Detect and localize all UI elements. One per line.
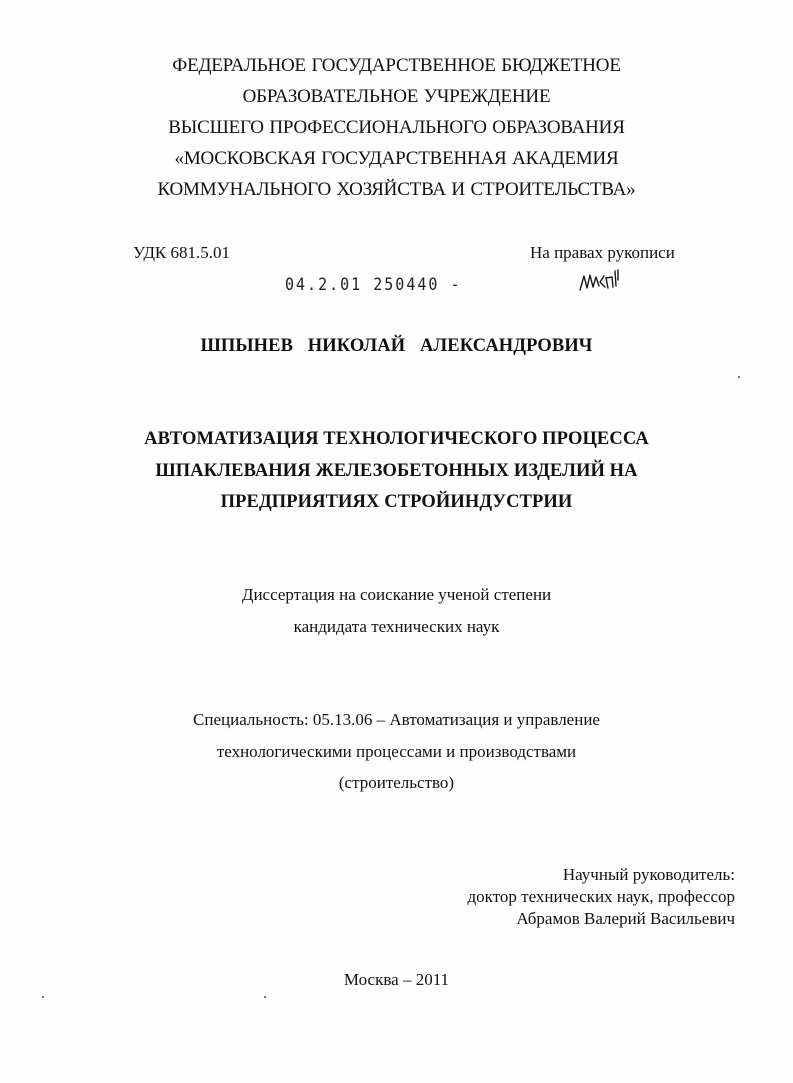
title-line-2: ШПАКЛЕВАНИЯ ЖЕЛЕЗОБЕТОННЫХ ИЗДЕЛИЙ НА [155,461,638,481]
institution-line-4: «МОСКОВСКАЯ ГОСУДАРСТВЕННАЯ АКАДЕМИЯ [174,148,619,169]
supervisor-name: Абрамов Валерий Васильевич [516,909,735,928]
specialty-line-2: технологическими процессами и производствами [216,742,577,761]
specialty-line-1: Специальность: 05.13.06 – Автоматизация и управление [193,710,600,729]
signature-icon [578,268,622,294]
scan-artifact [42,996,44,998]
institution-line-3: ВЫСШЕГО ПРОФЕССИОНАЛЬНОГО ОБРАЗОВАНИЯ [168,117,625,138]
degree-line-1: Диссертация на соискание ученой степени [241,585,552,604]
supervisor-credentials: доктор технических наук, профессор [467,887,735,906]
scan-artifact [264,996,266,998]
degree-line-2: кандидата технических наук [293,617,500,636]
author-name: ШПЫНЕВ НИКОЛАЙ АЛЕКСАНДРОВИЧ [200,336,593,356]
registration-stamp: 04.2.01 250440 - [285,274,462,295]
title-line-1: АВТОМАТИЗАЦИЯ ТЕХНОЛОГИЧЕСКОГО ПРОЦЕССА [144,429,649,449]
title-line-3: ПРЕДПРИЯТИЯХ СТРОЙИНДУСТРИИ [220,492,573,512]
supervisor-label: Научный руководитель: [562,865,735,884]
supervisor-block [468,864,735,930]
city-year: Москва – 2011 [343,970,450,989]
scan-artifact [738,376,740,378]
institution-line-1: ФЕДЕРАЛЬНОЕ ГОСУДАРСТВЕННОЕ БЮДЖЕТНОЕ [172,55,621,76]
institution-line-2: ОБРАЗОВАТЕЛЬНОЕ УЧРЕЖДЕНИЕ [242,86,551,107]
manuscript-rights: На правах рукописи [530,243,675,262]
udk-code: УДК 681.5.01 [133,243,231,262]
institution-line-5: КОММУНАЛЬНОГО ХОЗЯЙСТВА И СТРОИТЕЛЬСТВА» [157,179,636,200]
specialty-line-3: (строительство) [338,773,455,792]
